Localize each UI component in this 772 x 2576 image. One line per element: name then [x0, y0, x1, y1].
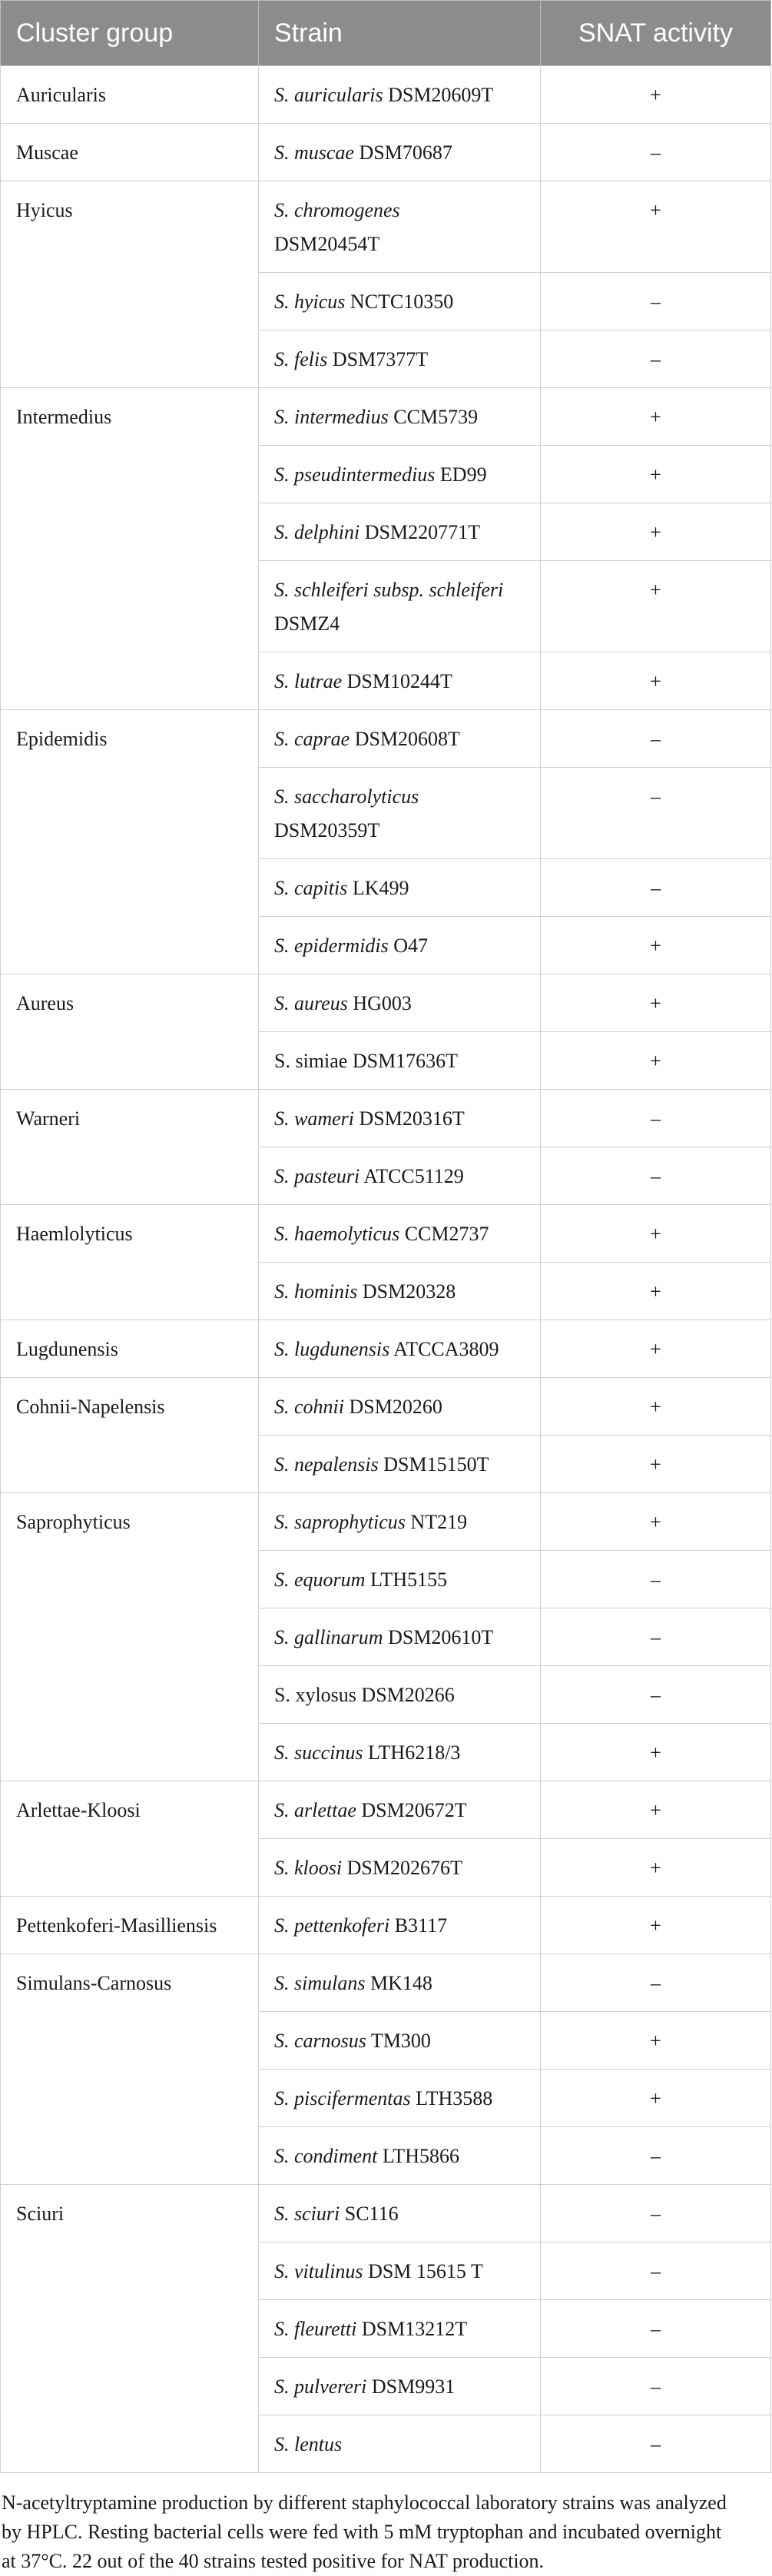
strain-id: DSM20454T — [274, 233, 380, 255]
species-name: S. hominis — [274, 1280, 358, 1303]
strain-cell — [259, 2415, 541, 2473]
strain-cell — [259, 1205, 541, 1263]
strain-id: DSM9931 — [366, 2375, 456, 2398]
strain-id: S. xylosus DSM20266 — [274, 1684, 455, 1706]
cluster-group-cell: Muscae — [1, 124, 259, 181]
strain-id: TM300 — [366, 2030, 431, 2052]
strain-cell — [259, 1263, 541, 1320]
table-body — [1, 66, 771, 2473]
strain-id: HG003 — [347, 992, 412, 1014]
species-name: S. hyicus — [274, 290, 346, 313]
snat-activity-cell: – — [541, 2300, 771, 2358]
species-name: S. pseudintermedius — [274, 463, 436, 486]
strain-id: SC116 — [340, 2203, 399, 2225]
strain-id: O47 — [388, 934, 429, 957]
strain-id: NT219 — [405, 1511, 468, 1533]
snat-activity-cell: – — [541, 2415, 771, 2473]
snat-activity-cell: – — [541, 2127, 771, 2185]
table-row — [1, 181, 771, 273]
strain-cell — [259, 917, 541, 974]
species-name: S. caprae — [274, 728, 350, 750]
snat-activity-cell: – — [541, 2242, 771, 2300]
strain-id: DSM20610T — [383, 1626, 494, 1648]
strain-id: DSM220771T — [359, 521, 480, 543]
cluster-group-cell: Cohnii-Napelensis — [1, 1378, 259, 1493]
strain-id: DSM15150T — [378, 1453, 489, 1476]
table-footnote: N-acetyltryptamine production by different staphylococcal laboratory strains was analyzed by HPLC. Resting bacterial cells were fed with 5 mM tryptophan and incubated overnight at 37°C. 22 out of the 40 strains tested positive for NAT production. — [2, 2491, 727, 2572]
table-row — [1, 388, 771, 446]
strain-cell — [259, 1551, 541, 1608]
strain-id: LTH5866 — [377, 2145, 459, 2167]
snat-activity-cell: + — [541, 1839, 771, 1897]
table-row — [1, 1493, 771, 1551]
snat-activity-cell: + — [541, 2012, 771, 2070]
strain-cell — [259, 768, 541, 859]
strain-id: ED99 — [435, 463, 487, 486]
cluster-group-cell: Warneri — [1, 1090, 259, 1205]
snat-activity-cell: + — [541, 1897, 771, 1954]
strain-id: DSM20328 — [357, 1280, 456, 1303]
snat-activity-cell: + — [541, 388, 771, 446]
strain-cell — [259, 1839, 541, 1897]
strain-id: ATCCA3809 — [389, 1338, 499, 1360]
strain-id: DSM20359T — [274, 819, 380, 842]
strain-id: ATCC51129 — [359, 1165, 464, 1187]
strain-id: LTH5155 — [365, 1569, 448, 1591]
species-name: S. gallinarum — [274, 1626, 383, 1648]
strain-id: DSM13212T — [356, 2318, 468, 2340]
snat-activity-cell: + — [541, 1724, 771, 1781]
species-name: S. carnosus — [274, 2030, 366, 2052]
strain-id: CCM2737 — [399, 1223, 489, 1245]
species-name: S. condiment — [274, 2145, 378, 2167]
species-name: S. equorum — [274, 1569, 366, 1591]
strain-id: NCTC10350 — [345, 290, 454, 313]
species-name: S. lentus — [274, 2433, 343, 2455]
species-name: S. saccharolyticus — [274, 785, 419, 808]
strain-cell — [259, 388, 541, 446]
snat-activity-cell: + — [541, 1436, 771, 1493]
header-snat-activity: SNAT activity — [541, 1, 771, 66]
strain-cell — [259, 1781, 541, 1839]
strain-cell — [259, 561, 541, 652]
species-name: S. piscifermentas — [274, 2087, 411, 2110]
strain-cell — [259, 859, 541, 917]
strain-cell — [259, 503, 541, 561]
snat-activity-cell: + — [541, 503, 771, 561]
strain-id: DSM10244T — [342, 670, 452, 692]
snat-activity-cell: – — [541, 1954, 771, 2012]
header-strain: Strain — [259, 1, 541, 66]
snat-activity-cell: – — [541, 330, 771, 388]
species-name: S. vitulinus — [274, 2260, 363, 2282]
strain-cell — [259, 446, 541, 503]
snat-activity-cell: + — [541, 1263, 771, 1320]
species-name: S. felis — [274, 348, 328, 370]
snat-activity-cell: – — [541, 2358, 771, 2415]
cluster-group-cell: Arlettae-Kloosi — [1, 1781, 259, 1897]
strain-cell — [259, 710, 541, 768]
cluster-group-cell: Sciuri — [1, 2185, 259, 2473]
strain-cell — [259, 652, 541, 710]
strain-id: DSM20608T — [350, 728, 460, 750]
snat-activity-cell: + — [541, 1378, 771, 1436]
snat-activity-cell: + — [541, 1032, 771, 1090]
snat-activity-cell: + — [541, 66, 771, 124]
snat-activity-cell: + — [541, 1493, 771, 1551]
snat-activity-cell: – — [541, 124, 771, 181]
table-row — [1, 66, 771, 124]
species-name: S. saprophyticus — [274, 1511, 406, 1533]
table-row — [1, 710, 771, 768]
strain-cell — [259, 1378, 541, 1436]
snat-activity-cell: – — [541, 768, 771, 859]
strain-cell — [259, 974, 541, 1032]
snat-activity-cell: – — [541, 1090, 771, 1147]
strain-cell — [259, 2300, 541, 2358]
species-name: S. wameri — [274, 1107, 354, 1130]
table-header — [1, 1, 771, 66]
snat-activity-cell: + — [541, 1781, 771, 1839]
snat-activity-cell: + — [541, 1320, 771, 1378]
cluster-group-cell: Epidemidis — [1, 710, 259, 974]
species-name: S. pulvereri — [274, 2375, 367, 2398]
strain-id: B3117 — [389, 1914, 448, 1937]
strain-id: DSMZ4 — [274, 612, 340, 635]
strain-cell — [259, 2358, 541, 2415]
species-name: S. capitis — [274, 877, 348, 899]
species-name: S. auricularis — [274, 84, 383, 106]
strain-cell — [259, 1320, 541, 1378]
snat-activity-cell: + — [541, 2070, 771, 2127]
snat-activity-cell: + — [541, 652, 771, 710]
species-name: S. pettenkoferi — [274, 1914, 390, 1937]
cluster-group-cell: Hyicus — [1, 181, 259, 388]
strain-id: S. simiae DSM17636T — [274, 1050, 459, 1072]
species-name: S. sciuri — [274, 2203, 340, 2225]
species-name: S. lutrae — [274, 670, 343, 692]
snat-activity-cell: + — [541, 446, 771, 503]
snat-activity-cell: – — [541, 2185, 771, 2242]
strain-cell — [259, 1666, 541, 1724]
species-name: S. pasteuri — [274, 1165, 360, 1187]
species-name: S. schleiferi subsp. schleiferi — [274, 579, 504, 601]
strain-cell — [259, 1436, 541, 1493]
table-row — [1, 1205, 771, 1263]
strain-cell — [259, 181, 541, 273]
strain-id: MK148 — [365, 1972, 432, 1994]
species-name: S. delphini — [274, 521, 360, 543]
strain-id: DSM70687 — [353, 141, 452, 164]
strain-cell — [259, 1897, 541, 1954]
strain-cell — [259, 124, 541, 181]
table-row — [1, 1378, 771, 1436]
strain-cell — [259, 330, 541, 388]
snat-activity-cell: – — [541, 1608, 771, 1666]
strain-id: DSM20260 — [344, 1396, 442, 1418]
strain-cell — [259, 1954, 541, 2012]
strain-cell — [259, 2070, 541, 2127]
species-name: S. fleuretti — [274, 2318, 357, 2340]
species-name: S. chromogenes — [274, 199, 400, 221]
cluster-group-cell: Aureus — [1, 974, 259, 1090]
table-row — [1, 124, 771, 181]
strain-id: DSM 15615 T — [363, 2260, 483, 2282]
snat-activity-cell: – — [541, 859, 771, 917]
strain-cell — [259, 2127, 541, 2185]
cluster-group-cell: Haemlolyticus — [1, 1205, 259, 1320]
snat-activity-cell: + — [541, 974, 771, 1032]
header-row — [1, 1, 771, 66]
strain-cell — [259, 1608, 541, 1666]
species-name: S. arlettae — [274, 1799, 356, 1821]
snat-activity-cell: – — [541, 1666, 771, 1724]
species-name: S. kloosi — [274, 1857, 343, 1879]
species-name: S. nepalensis — [274, 1453, 379, 1476]
strain-cell — [259, 2242, 541, 2300]
species-name: S. simulans — [274, 1972, 366, 1994]
strain-id: LTH6218/3 — [363, 1741, 461, 1764]
species-name: S. aureus — [274, 992, 348, 1014]
table-row — [1, 974, 771, 1032]
cluster-group-cell: Pettenkoferi-Masilliensis — [1, 1897, 259, 1954]
species-name: S. lugdunensis — [274, 1338, 390, 1360]
strain-id: LK499 — [347, 877, 409, 899]
cluster-group-cell: Simulans-Carnosus — [1, 1954, 259, 2185]
snat-activity-cell: – — [541, 273, 771, 330]
header-cluster-group: Cluster group — [1, 1, 259, 66]
snat-activity-cell: – — [541, 1551, 771, 1608]
snat-activity-cell: + — [541, 181, 771, 273]
strain-id: DSM202676T — [342, 1857, 462, 1879]
strain-cell — [259, 1032, 541, 1090]
table-row — [1, 1897, 771, 1954]
strain-cell — [259, 273, 541, 330]
strain-id: DSM20609T — [383, 84, 494, 106]
snat-activity-cell: – — [541, 1147, 771, 1205]
cluster-group-cell: Auricularis — [1, 66, 259, 124]
strain-cell — [259, 66, 541, 124]
table-row — [1, 1320, 771, 1378]
table-row — [1, 1781, 771, 1839]
cluster-group-cell: Lugdunensis — [1, 1320, 259, 1378]
snat-activity-cell: + — [541, 561, 771, 652]
table-row — [1, 1954, 771, 2012]
snat-activity-cell: + — [541, 917, 771, 974]
strain-cell — [259, 2185, 541, 2242]
strain-id: DSM20316T — [354, 1107, 465, 1130]
species-name: S. intermedius — [274, 406, 389, 428]
strain-id: DSM7377T — [327, 348, 429, 370]
strain-cell — [259, 1724, 541, 1781]
species-name: S. cohnii — [274, 1396, 344, 1418]
snat-activity-cell: – — [541, 710, 771, 768]
cluster-group-cell: Intermedius — [1, 388, 259, 710]
strain-cell — [259, 2012, 541, 2070]
table-row — [1, 1090, 771, 1147]
strain-cell — [259, 1147, 541, 1205]
species-name: S. muscae — [274, 141, 354, 164]
table-row — [1, 2185, 771, 2242]
snat-activity-cell: + — [541, 1205, 771, 1263]
strain-id: DSM20672T — [356, 1799, 467, 1821]
strain-id: LTH3588 — [410, 2087, 493, 2110]
species-name: S. succinus — [274, 1741, 363, 1764]
strain-id: CCM5739 — [388, 406, 479, 428]
cluster-group-cell: Saprophyticus — [1, 1493, 259, 1781]
species-name: S. haemolyticus — [274, 1223, 400, 1245]
strain-cell — [259, 1493, 541, 1551]
species-name: S. epidermidis — [274, 934, 389, 957]
strain-cell — [259, 1090, 541, 1147]
